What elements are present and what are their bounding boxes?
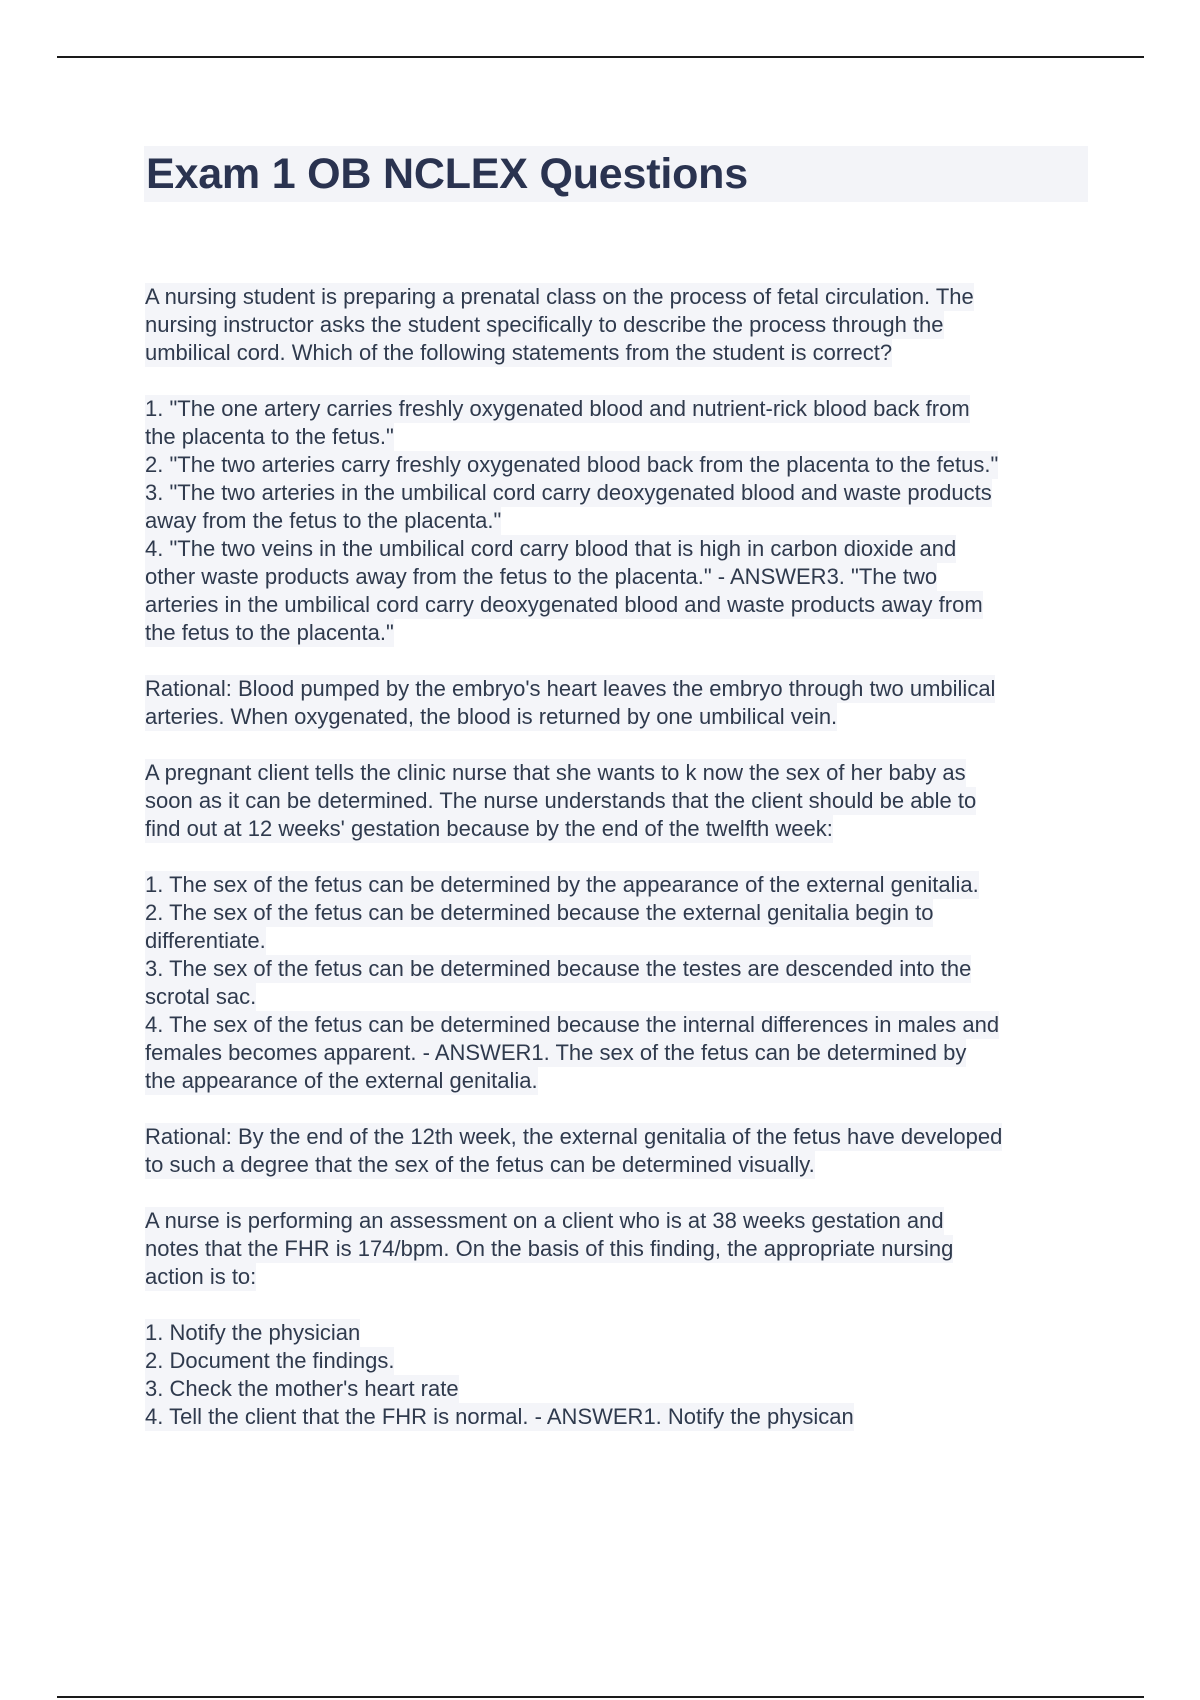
question-2-rationale xyxy=(145,1123,1095,1179)
top-rule xyxy=(57,56,1144,58)
text-line: 2. Document the findings. xyxy=(145,1348,395,1373)
question-3-stem xyxy=(145,1207,1095,1291)
text-line: 1. The sex of the fetus can be determined by the appearance of the external genitalia. xyxy=(145,872,979,897)
text-line: arteries in the umbilical cord carry deoxygenated blood and waste products away from xyxy=(145,592,983,617)
text-line: females becomes apparent. - ANSWER1. The sex of the fetus can be determined by xyxy=(145,1040,967,1065)
text-line: 1. "The one artery carries freshly oxygenated blood and nutrient-rick blood back from xyxy=(145,396,970,421)
text-line: 2. "The two arteries carry freshly oxygenated blood back from the placenta to the fetus." xyxy=(145,452,999,477)
question-1-stem xyxy=(145,283,1095,367)
text-line: 4. "The two veins in the umbilical cord carry blood that is high in carbon dioxide and xyxy=(145,536,957,561)
text-line: arteries. When oxygenated, the blood is returned by one umbilical vein. xyxy=(145,704,838,729)
text-line: 2. The sex of the fetus can be determined because the external genitalia begin to xyxy=(145,900,934,925)
text-line: 3. "The two arteries in the umbilical cord carry deoxygenated blood and waste products xyxy=(145,480,992,505)
question-1-rationale xyxy=(145,675,1095,731)
text-line: differentiate. xyxy=(145,928,266,953)
question-2-options xyxy=(145,871,1095,1095)
text-line: the appearance of the external genitalia. xyxy=(145,1068,538,1093)
text-line: scrotal sac. xyxy=(145,984,257,1009)
text-line: 3. Check the mother's heart rate xyxy=(145,1376,459,1401)
text-line: other waste products away from the fetus to the placenta." - ANSWER3. "The two xyxy=(145,564,938,589)
text-line: to such a degree that the sex of the fetus can be determined visually. xyxy=(145,1152,815,1177)
question-3-options xyxy=(145,1319,1095,1431)
text-line: A pregnant client tells the clinic nurse that she wants to k now the sex of her baby as xyxy=(145,760,966,785)
question-1-options xyxy=(145,395,1095,647)
text-line: 1. Notify the physician xyxy=(145,1320,361,1345)
question-2-stem xyxy=(145,759,1095,843)
text-line: find out at 12 weeks' gestation because by the end of the twelfth week: xyxy=(145,816,833,841)
text-line: 3. The sex of the fetus can be determined because the testes are descended into the xyxy=(145,956,972,981)
text-line: 4. Tell the client that the FHR is normal. - ANSWER1. Notify the physican xyxy=(145,1404,854,1429)
text-line: Rational: Blood pumped by the embryo's heart leaves the embryo through two umbilical xyxy=(145,676,996,701)
text-line: A nursing student is preparing a prenatal class on the process of fetal circulation. The xyxy=(145,284,974,309)
text-line: Rational: By the end of the 12th week, the external genitalia of the fetus have developed xyxy=(145,1124,1003,1149)
page-title: Exam 1 OB NCLEX Questions xyxy=(146,150,748,198)
text-line: umbilical cord. Which of the following statements from the student is correct? xyxy=(145,340,893,365)
text-line: the fetus to the placenta." xyxy=(145,620,394,645)
text-line: action is to: xyxy=(145,1264,257,1289)
bottom-rule xyxy=(57,1696,1144,1698)
text-line: 4. The sex of the fetus can be determined because the internal differences in males and xyxy=(145,1012,1000,1037)
text-line: away from the fetus to the placenta." xyxy=(145,508,502,533)
text-line: the placenta to the fetus." xyxy=(145,424,394,449)
text-line: nursing instructor asks the student specifically to describe the process through the xyxy=(145,312,944,337)
document-body xyxy=(145,283,1095,1459)
text-line: notes that the FHR is 174/bpm. On the basis of this finding, the appropriate nursing xyxy=(145,1236,954,1261)
text-line: soon as it can be determined. The nurse understands that the client should be able to xyxy=(145,788,977,813)
text-line: A nurse is performing an assessment on a client who is at 38 weeks gestation and xyxy=(145,1208,944,1233)
